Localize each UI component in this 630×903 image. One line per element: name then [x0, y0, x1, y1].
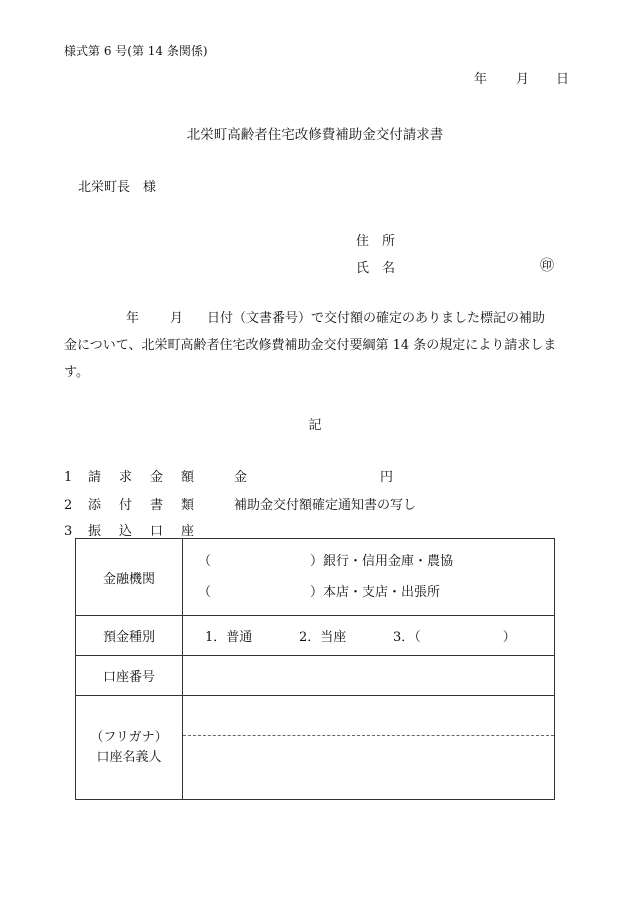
holder-kana-label: （フリガナ） [90, 729, 168, 745]
account-number-label: 口座番号 [76, 656, 183, 696]
account-holder-field[interactable] [183, 696, 555, 800]
body-month: 月 [170, 311, 184, 326]
account-number-field[interactable] [183, 656, 555, 696]
branch-name-line: （ ）本店・支店・出張所 [198, 585, 441, 600]
document-title: 北栄町高齢者住宅改修費補助金交付請求書 [186, 127, 444, 143]
addressee: 北栄町長 様 [78, 180, 157, 195]
table-row [76, 616, 555, 656]
item-number: 3 [64, 524, 73, 539]
body-line-2: 金について、北栄町高齢者住宅改修費補助金交付要綱第 14 条の規定により請求しま [64, 338, 557, 353]
institution-label: 金融機関 [76, 539, 183, 616]
holder-name-label: 口座名義人 [96, 749, 162, 765]
date-month: 月 [516, 72, 530, 87]
address-label: 住 所 [356, 234, 396, 249]
account-type-label: 預金種別 [76, 616, 183, 656]
item-label: 請 求 金 額 [88, 470, 195, 485]
name-label: 氏 名 [356, 261, 396, 276]
item-transfer-account [64, 520, 234, 539]
body-line-1 [64, 305, 564, 332]
table-row [76, 539, 555, 616]
item-number: 2 [64, 498, 73, 513]
bank-account-table [75, 538, 555, 800]
amount-suffix: 円 [380, 470, 394, 485]
amount-prefix: 金 [234, 470, 248, 485]
account-type-current[interactable]: 2．当座 [299, 630, 347, 645]
attachment-value: 補助金交付額確定通知書の写し [234, 498, 417, 513]
table-row [76, 656, 555, 696]
seal-mark: ㊞ [540, 258, 554, 274]
date-day: 日 [556, 72, 570, 87]
bank-name-line: （ ）銀行・信用金庫・農協 [198, 554, 454, 569]
table-row [76, 696, 555, 800]
account-type-options[interactable] [183, 616, 555, 656]
form-number: 様式第 6 号(第 14 条関係) [64, 44, 208, 58]
item-label: 振 込 口 座 [88, 524, 195, 539]
request-body [64, 305, 564, 386]
item-attachments [64, 494, 416, 513]
body-line-3: す。 [64, 365, 89, 380]
account-type-ordinary[interactable]: 1．普通 [205, 630, 253, 645]
date-year: 年 [474, 72, 488, 87]
holder-kana-field[interactable] [183, 697, 554, 736]
item-label: 添 付 書 類 [88, 498, 195, 513]
item-claim-amount [64, 466, 393, 485]
body-line-1-rest: 日付（文書番号）で交付額の確定のありました標記の補助 [207, 311, 546, 326]
institution-field[interactable] [183, 539, 555, 616]
body-year: 年 [126, 311, 140, 326]
account-type-other[interactable]: 3．（ ） [393, 630, 516, 645]
note-heading: 記 [308, 418, 322, 433]
item-number: 1 [64, 470, 73, 485]
holder-name-field[interactable] [183, 736, 554, 798]
account-holder-label [76, 696, 183, 800]
